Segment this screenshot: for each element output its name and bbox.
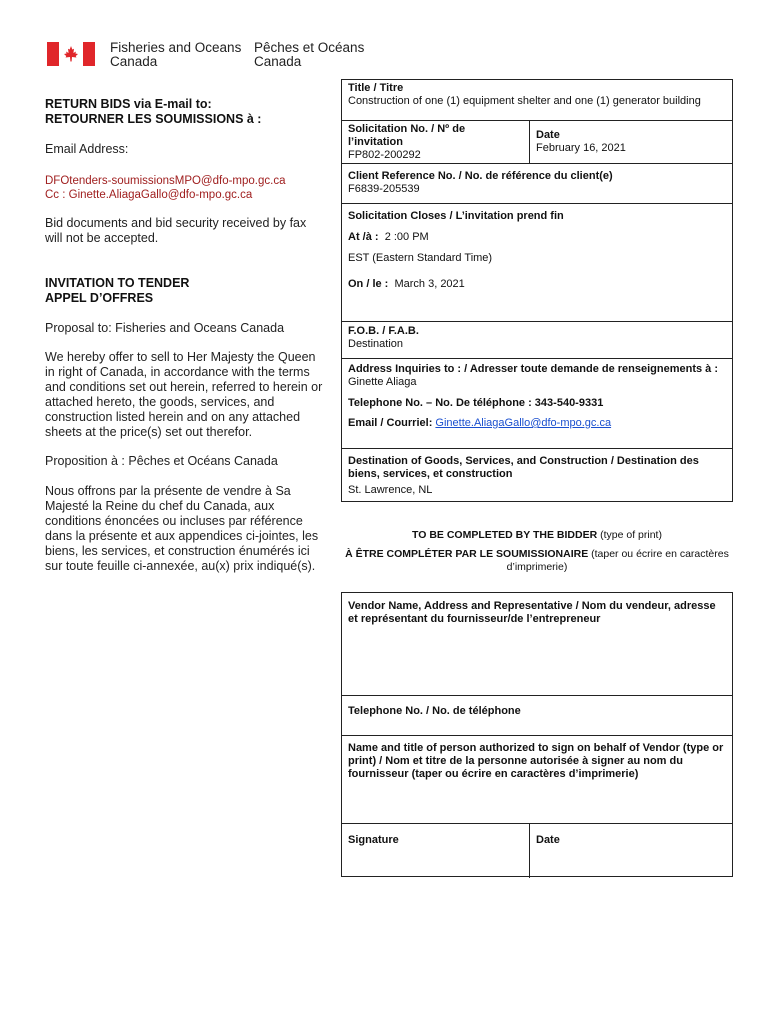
fob-cell: F.O.B. / F.A.B. Destination	[342, 321, 732, 358]
fax-note: Bid documents and bid security received by fax will not be accepted.	[45, 216, 307, 245]
inquiries-email-link[interactable]: Ginette.AliagaGallo@dfo-mpo.gc.ca	[435, 417, 612, 429]
vendor-phone-field[interactable]: Telephone No. / No. de téléphone	[342, 695, 732, 735]
cc-email-address[interactable]: Cc : Ginette.AliagaGallo@dfo-mpo.gc.ca	[45, 189, 253, 201]
vendor-info-box	[341, 592, 733, 877]
email-address-label: Email Address:	[45, 142, 129, 156]
canada-flag-logo	[47, 42, 95, 66]
inquiries-cell: Address Inquiries to : / Adresser toute demande de renseignements à : Ginette Aliaga Telephone No. – No. De téléphone : 343-540-9331 Email / Courriel: Ginette.AliagaGallo@dfo-mpo.gc.ca	[342, 358, 732, 448]
authorized-signer-field[interactable]: Name and title of person authorized to sign on behalf of Vendor (type or print) / Nom et titre de la personne autorisée à signer au nom du fournisseur (taper ou écrire en caractères d’imprimerie)	[342, 735, 732, 823]
dept-name-en: Fisheries and Oceans Canada	[110, 40, 242, 69]
signature-field[interactable]: Signature	[342, 823, 530, 878]
return-bids-heading: RETURN BIDS via E-mail to: RETOURNER LES SOUMISSIONS à :	[45, 97, 262, 126]
date-cell: Date February 16, 2021	[530, 120, 732, 163]
solicitation-info-box	[341, 79, 733, 502]
client-reference-cell: Client Reference No. / No. de référence du client(e) F6839-205539	[342, 163, 732, 203]
offer-text-fr: Nous offrons par la présente de vendre à Sa Majesté la Reine du chef du Canada, aux conditions énoncées ou incluses par référence dans la présente et aux appendices ci-jointes, les biens, les services, et construction énumérés ici sur toute feuille ci-annexée, au(x) prix indiqué(s).	[45, 484, 319, 573]
proposal-en: Proposal to: Fisheries and Oceans Canada	[45, 321, 285, 335]
bidder-heading: TO BE COMPLETED BY THE BIDDER (type of print) À ÊTRE COMPLÉTER PAR LE SOUMISSIONAIRE (taper ou écrire en caractères d’imprimerie)	[345, 529, 729, 573]
solicitation-number-cell: Solicitation No. / Nº de l’invitation FP802-200292	[342, 120, 530, 163]
destination-cell: Destination of Goods, Services, and Construction / Destination des biens, services, et construction St. Lawrence, NL	[342, 448, 732, 503]
offer-text-en: We hereby offer to sell to Her Majesty the Queen in right of Canada, in accordance with the terms and conditions set out herein, referred to herein or attached hereto, the goods, services, and construction listed herein and on any attached sheets at the price(s) set out therefor.	[45, 350, 323, 439]
proposal-fr: Proposition à : Pêches et Océans Canada	[45, 454, 278, 468]
vendor-name-field[interactable]: Vendor Name, Address and Representative / Nom du vendeur, adresse et représentant du fournisseur/de l’entrepreneur	[348, 600, 716, 625]
dept-name-fr: Pêches et Océans Canada	[254, 40, 365, 69]
bid-email-address[interactable]: DFOtenders-soumissionsMPO@dfo-mpo.gc.ca	[45, 175, 286, 187]
title-cell: Title / Titre Construction of one (1) equipment shelter and one (1) generator building	[348, 82, 701, 107]
invitation-heading: INVITATION TO TENDER APPEL D’OFFRES	[45, 276, 190, 305]
solicitation-closes-cell: Solicitation Closes / L’invitation prend fin At /à : 2 :00 PM EST (Eastern Standard Time) On / le : March 3, 2021	[342, 203, 732, 321]
signature-date-field[interactable]: Date	[530, 823, 732, 878]
